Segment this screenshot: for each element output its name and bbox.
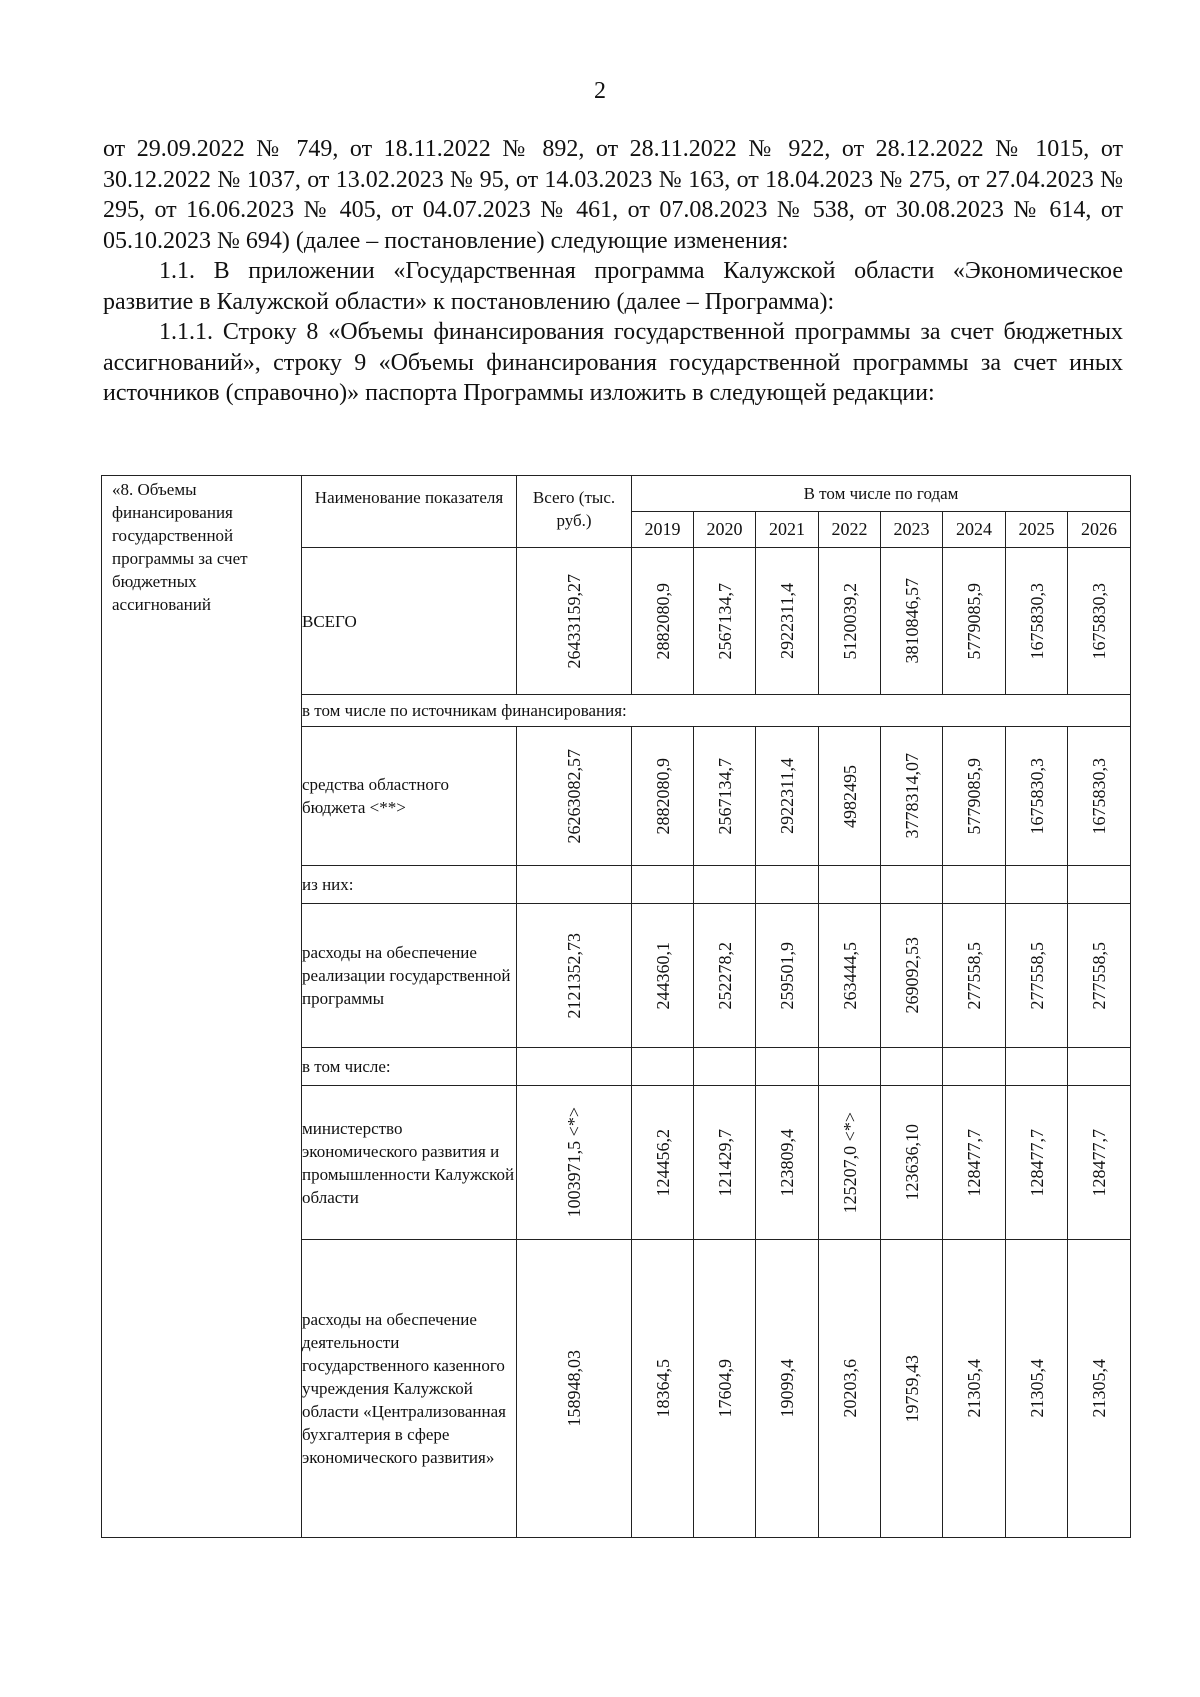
year-cell <box>1068 727 1131 866</box>
year-value: 19099,4 <box>777 1359 797 1418</box>
empty-cell <box>756 1048 819 1086</box>
year-cell <box>694 727 756 866</box>
year-cell <box>1006 548 1068 695</box>
year-cell <box>694 1086 756 1240</box>
empty-cell <box>694 866 756 904</box>
year-value: 263444,5 <box>839 941 860 1010</box>
empty-cell <box>819 866 881 904</box>
total-cell <box>517 1240 632 1538</box>
year-value: 123636,10 <box>901 1124 922 1201</box>
year-cell <box>632 727 694 866</box>
total-value: 158948,03 <box>564 1350 584 1427</box>
row-label: средства областного бюджета <**> <box>302 727 517 866</box>
year-value: 128477,7 <box>1026 1128 1047 1197</box>
row-label: расходы на обеспечение реализации государственной программы <box>302 904 517 1048</box>
year-cell <box>1068 904 1131 1048</box>
v-tom-chisle-caption: в том числе: <box>302 1048 517 1086</box>
year-value: 21305,4 <box>1089 1359 1109 1418</box>
year-cell <box>819 1240 881 1538</box>
year-header: 2023 <box>881 512 943 548</box>
year-value: 18364,5 <box>652 1359 673 1418</box>
empty-cell <box>632 866 694 904</box>
row-label: министерство экономического развития и промышленности Калужской области <box>302 1086 517 1240</box>
year-value: 244360,1 <box>652 941 673 1010</box>
empty-cell <box>756 866 819 904</box>
year-cell <box>694 904 756 1048</box>
year-header: 2022 <box>819 512 881 548</box>
year-value: 124456,2 <box>652 1128 673 1197</box>
year-value: 2567134,7 <box>714 757 735 835</box>
year-value: 1675830,3 <box>1026 582 1047 660</box>
year-value: 3778314,07 <box>901 753 922 839</box>
year-value: 2922311,4 <box>777 758 797 834</box>
total-cell <box>517 904 632 1048</box>
year-value: 252278,2 <box>714 941 735 1010</box>
year-cell <box>819 1086 881 1240</box>
year-value: 21305,4 <box>1026 1359 1047 1418</box>
year-cell <box>943 904 1006 1048</box>
year-cell <box>632 548 694 695</box>
year-cell <box>1068 1086 1131 1240</box>
section-label-cell <box>102 476 302 1538</box>
year-cell <box>1006 1086 1068 1240</box>
year-cell <box>694 1240 756 1538</box>
row-label: расходы на обеспечение деятельности государственного казенного учреждения Калужской области «Централизованная бухгалтерия в сфере экономического развития» <box>302 1240 517 1538</box>
empty-cell <box>1006 1048 1068 1086</box>
year-value: 123809,4 <box>777 1128 797 1197</box>
empty-cell <box>517 866 632 904</box>
year-value: 2882080,9 <box>652 757 673 835</box>
year-cell <box>756 1086 819 1240</box>
year-cell <box>632 1240 694 1538</box>
row-label: ВСЕГО <box>302 548 517 695</box>
year-value: 277558,5 <box>1026 941 1047 1010</box>
header-name-cell <box>302 476 517 548</box>
year-value: 5779085,9 <box>964 582 984 660</box>
year-cell <box>756 904 819 1048</box>
year-value: 19759,43 <box>901 1354 922 1423</box>
section-label: «8. Объемы финансирования государственной программы за счет бюджетных ассигнований <box>112 480 248 614</box>
year-cell <box>819 727 881 866</box>
empty-cell <box>881 1048 943 1086</box>
year-cell <box>1068 1240 1131 1538</box>
year-header: 2020 <box>694 512 756 548</box>
year-cell <box>943 1086 1006 1240</box>
year-value: 1675830,3 <box>1026 757 1047 835</box>
year-cell <box>632 904 694 1048</box>
year-value: 128477,7 <box>1089 1128 1109 1197</box>
empty-cell <box>881 866 943 904</box>
total-value: 26263082,57 <box>564 748 584 844</box>
header-name: Наименование показателя <box>314 488 504 507</box>
year-value: 121429,7 <box>714 1128 735 1197</box>
year-value: 277558,5 <box>1089 941 1109 1010</box>
header-total: Всего (тыс. руб.) <box>532 488 616 530</box>
year-value: 269092,53 <box>901 937 922 1014</box>
year-cell <box>819 904 881 1048</box>
header-years: В том числе по годам <box>632 476 1131 512</box>
total-value: 2121352,73 <box>564 932 584 1019</box>
year-value: 20203,6 <box>839 1359 860 1418</box>
year-header: 2019 <box>632 512 694 548</box>
year-value: 2882080,9 <box>652 582 673 660</box>
empty-cell <box>517 1048 632 1086</box>
sources-caption: в том числе по источникам финансирования: <box>302 695 1131 727</box>
total-cell <box>517 727 632 866</box>
body-text <box>103 134 1123 409</box>
year-value: 259501,9 <box>777 941 797 1010</box>
paragraph-1-1: 1.1. В приложении «Государственная программа Калужской области «Экономическое развитие в Калужской области» к постановлению (далее – Программа): <box>103 258 1123 315</box>
year-cell <box>694 548 756 695</box>
year-value: 2567134,7 <box>714 582 735 660</box>
year-cell <box>1006 904 1068 1048</box>
year-cell <box>1006 727 1068 866</box>
year-cell <box>756 1240 819 1538</box>
paragraph-amendments-list: от 29.09.2022 № 749, от 18.11.2022 № 892, от 28.11.2022 № 922, от 28.12.2022 № 1015, от 30.12.2022 № 1037, от 13.02.2023 № 95, от 14.03.2023 № 163, от 18.04.2023 № 275, от 27.04.2023 № 295, от 16.06.2023 № 405, от 04.07.2023 № 461, от 07.08.2023 № 538, от 30.08.2023 № 614, от 05.10.2023 № 694) (далее – постановление) следующие изменения: <box>103 136 1123 254</box>
year-cell <box>881 1240 943 1538</box>
empty-cell <box>1068 1048 1131 1086</box>
year-header: 2025 <box>1006 512 1068 548</box>
year-value: 125207,0 <*> <box>839 1111 860 1214</box>
total-value: 1003971,5 <*> <box>564 1107 584 1218</box>
year-value: 5779085,9 <box>964 757 984 835</box>
iz-nih-caption: из них: <box>302 866 517 904</box>
year-cell <box>881 904 943 1048</box>
year-header: 2021 <box>756 512 819 548</box>
year-value: 4982495 <box>839 764 860 828</box>
year-cell <box>756 727 819 866</box>
empty-cell <box>943 866 1006 904</box>
year-cell <box>943 727 1006 866</box>
financing-table <box>101 475 1131 1538</box>
total-value: 26433159,27 <box>564 573 584 669</box>
year-cell <box>943 548 1006 695</box>
year-cell <box>632 1086 694 1240</box>
year-cell <box>1006 1240 1068 1538</box>
total-cell <box>517 1086 632 1240</box>
page-number: 2 <box>594 78 606 104</box>
total-cell <box>517 548 632 695</box>
year-value: 1675830,3 <box>1089 582 1109 660</box>
year-cell <box>881 548 943 695</box>
empty-cell <box>1068 866 1131 904</box>
year-value: 17604,9 <box>714 1359 735 1418</box>
empty-cell <box>1006 866 1068 904</box>
empty-cell <box>632 1048 694 1086</box>
empty-cell <box>694 1048 756 1086</box>
year-cell <box>819 548 881 695</box>
year-cell <box>756 548 819 695</box>
year-value: 277558,5 <box>964 941 984 1010</box>
year-cell <box>1068 548 1131 695</box>
year-value: 1675830,3 <box>1089 757 1109 835</box>
empty-cell <box>819 1048 881 1086</box>
year-value: 21305,4 <box>964 1359 984 1418</box>
year-value: 2922311,4 <box>777 583 797 659</box>
year-header: 2026 <box>1068 512 1131 548</box>
year-cell <box>943 1240 1006 1538</box>
year-value: 5120039,2 <box>839 582 860 660</box>
year-value: 128477,7 <box>964 1128 984 1197</box>
empty-cell <box>943 1048 1006 1086</box>
year-cell <box>881 727 943 866</box>
year-header: 2024 <box>943 512 1006 548</box>
paragraph-1-1-1: 1.1.1. Строку 8 «Объемы финансирования государственной программы за счет бюджетных ассигнований», строку 9 «Объемы финансирования государственной программы за счет иных источников (справочно)» паспорта Программы изложить в следующей редакции: <box>103 319 1123 406</box>
year-cell <box>881 1086 943 1240</box>
year-value: 3810846,57 <box>901 578 922 664</box>
header-total-cell <box>517 476 632 548</box>
